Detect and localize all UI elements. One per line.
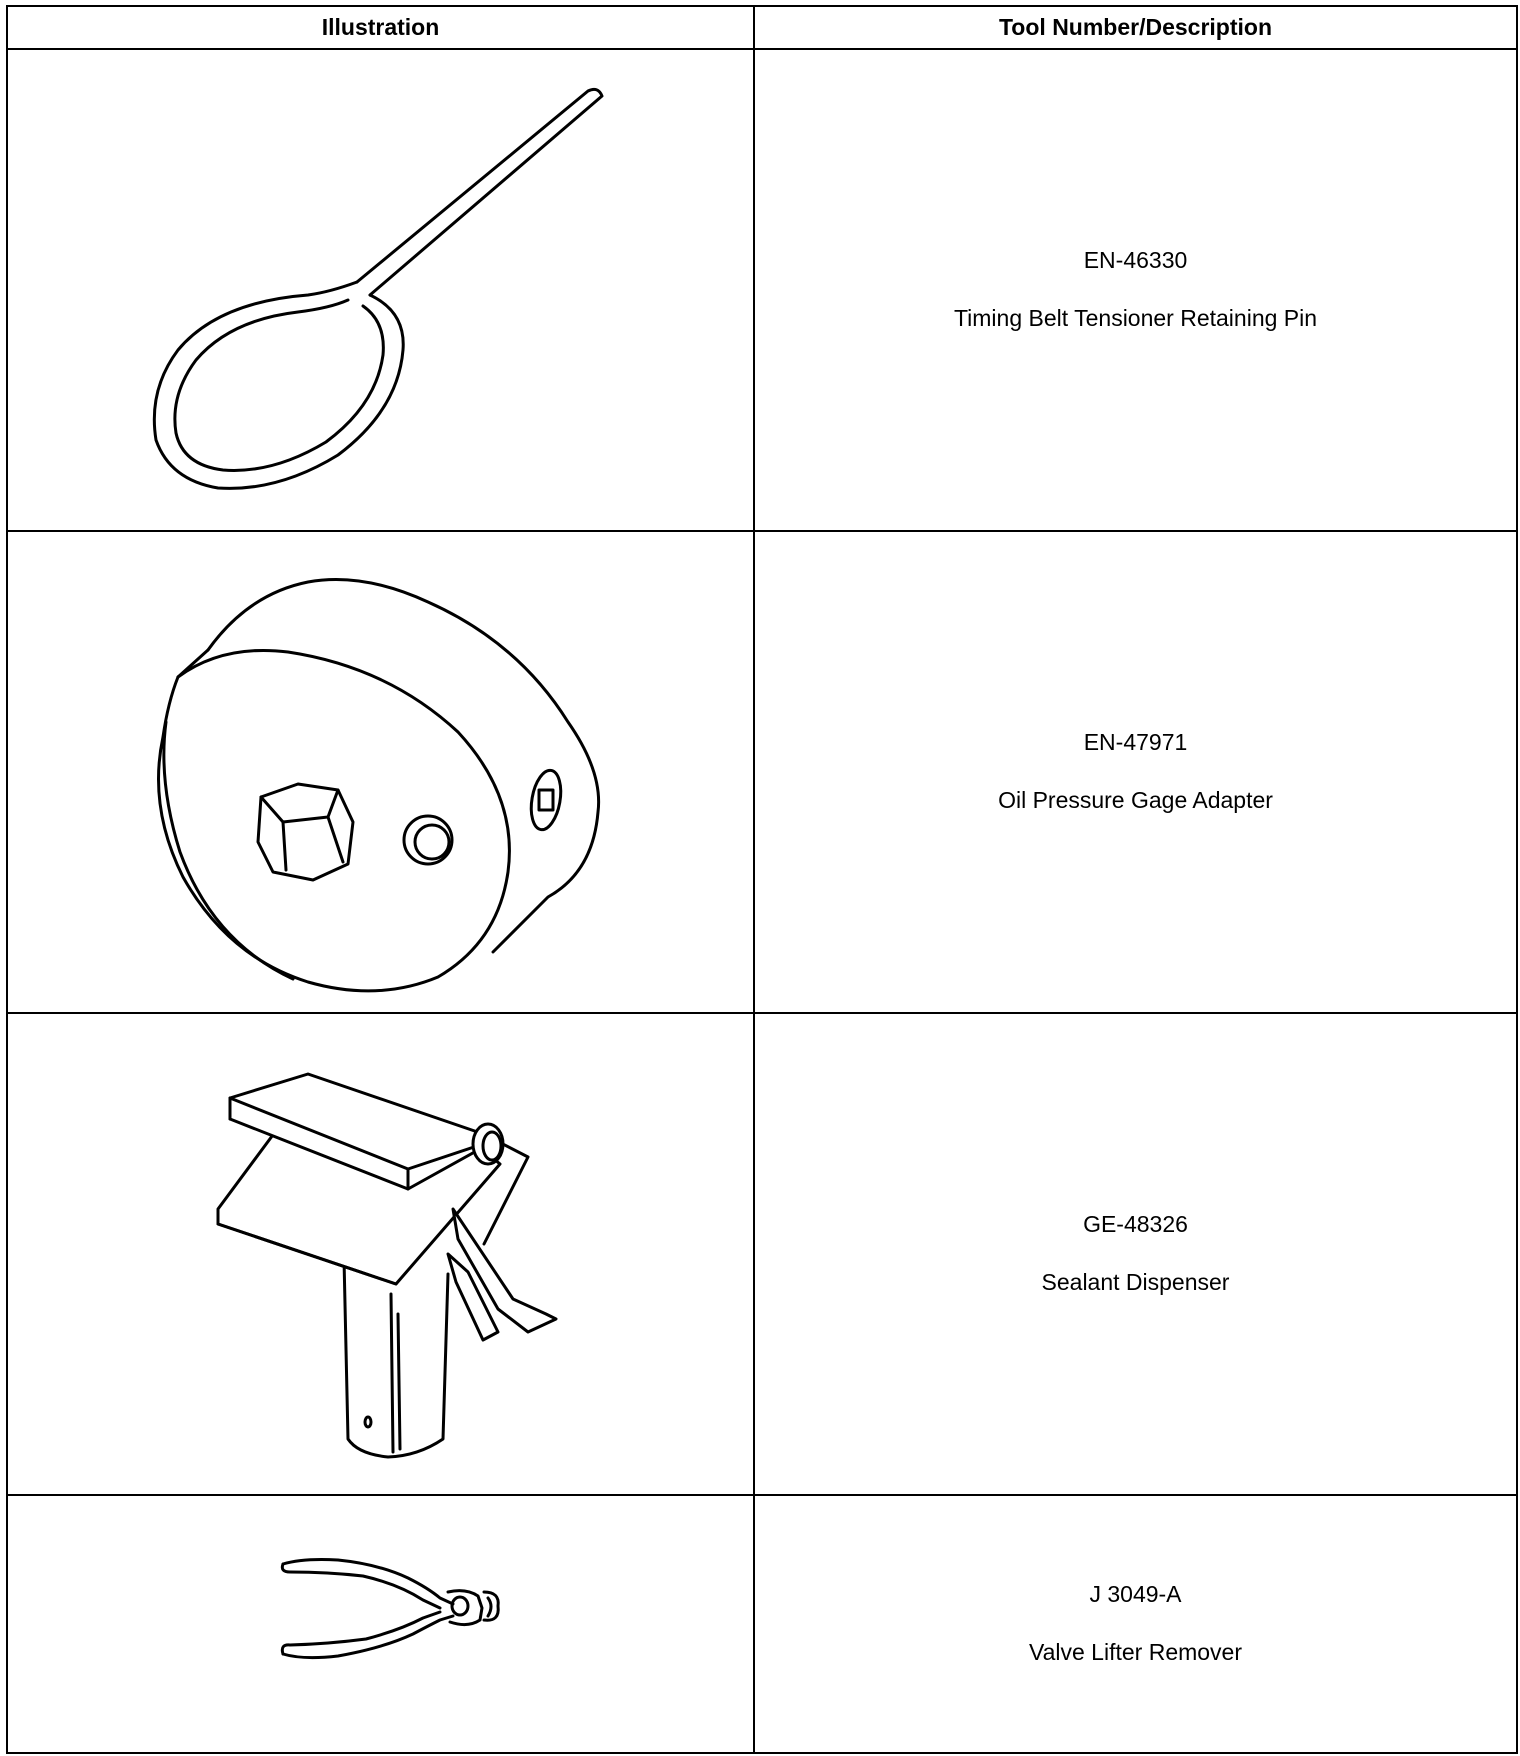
valve-lifter-remover-icon [8, 1496, 755, 1752]
tool-description: Oil Pressure Gage Adapter [998, 787, 1273, 813]
tool-number: J 3049-A [1089, 1581, 1182, 1608]
tool-cell [754, 49, 1517, 531]
sealant-dispenser-icon [8, 1014, 755, 1494]
illustration-cell [7, 1013, 754, 1495]
illustration-cell [7, 49, 754, 531]
illustration-cell [7, 1495, 754, 1753]
table-row [7, 49, 1517, 531]
special-tools-table [6, 5, 1518, 1754]
illustration-cell [7, 531, 754, 1013]
tool-cell [754, 531, 1517, 1013]
tool-cell [754, 1495, 1517, 1753]
table-row [7, 1013, 1517, 1495]
tool-cell [754, 1013, 1517, 1495]
table-row [7, 531, 1517, 1013]
tool-number: GE-48326 [1083, 1211, 1188, 1238]
tool-number: EN-47971 [1083, 729, 1188, 756]
oil-pressure-adapter-icon [8, 532, 755, 1012]
header-illustration: Illustration [7, 6, 754, 49]
retaining-pin-icon [8, 50, 755, 530]
tool-description: Valve Lifter Remover [1028, 1639, 1243, 1665]
header-tool-number-description: Tool Number/Description [754, 6, 1517, 49]
tool-description: Timing Belt Tensioner Retaining Pin [953, 305, 1318, 331]
tool-number: EN-46330 [1083, 247, 1188, 274]
table-row [7, 1495, 1517, 1753]
header-row [7, 6, 1517, 49]
tool-description: Sealant Dispenser [1041, 1269, 1230, 1295]
